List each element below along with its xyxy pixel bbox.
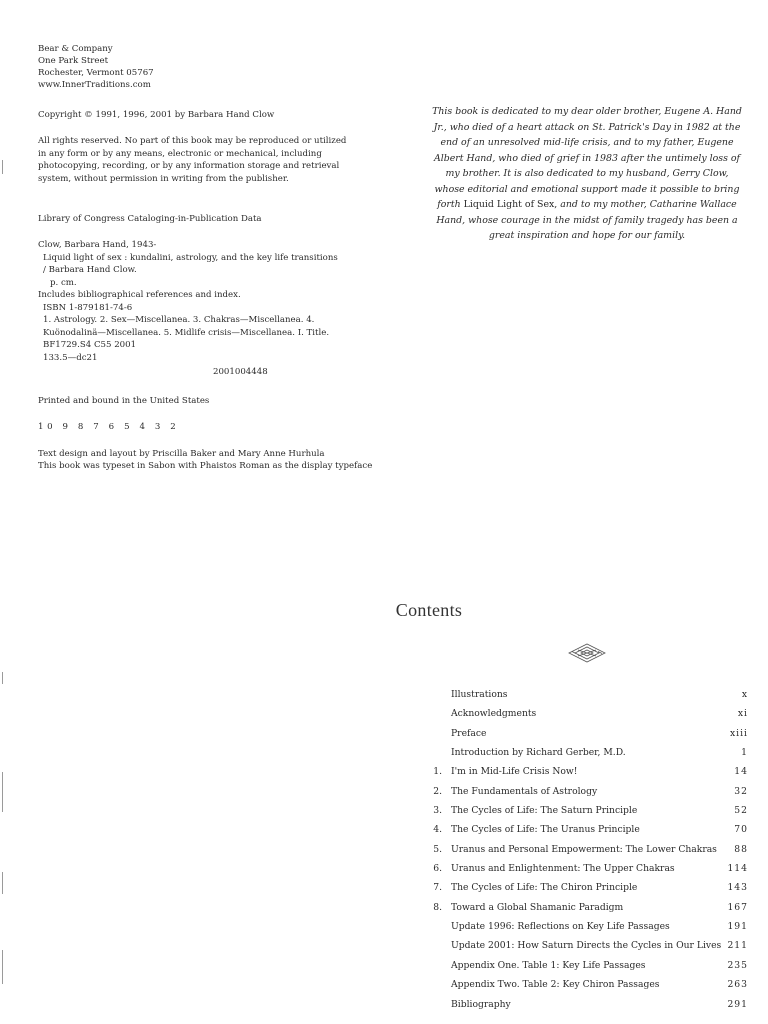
toc-title: Appendix One. Table 1: Key Life Passages <box>451 959 646 971</box>
toc-entry <box>400 841 748 860</box>
toc-page-number: 1 <box>741 747 748 759</box>
toc-page-number: 235 <box>727 959 748 971</box>
publisher-line: Bear & Company <box>38 44 113 54</box>
design-credits <box>38 448 372 472</box>
toc-chapter-number: 3. <box>433 805 442 817</box>
toc-entry <box>400 802 748 821</box>
toc-page-number: xi <box>737 708 748 720</box>
toc-title: Illustrations <box>451 689 508 700</box>
toc-title: Update 1996: Reflections on Key Life Passages <box>451 921 670 933</box>
catalog-isbn: ISBN 1-879181-74-6 <box>43 302 133 313</box>
scan-mark <box>2 672 3 684</box>
toc-title: Preface <box>451 727 487 739</box>
dedication-text: and to my mother, Catharine Wallace Hand, whose courage in the midst of family tragedy has been a great inspiration and hope for our family. <box>436 199 738 241</box>
catalog-pages: p. cm. <box>50 277 77 288</box>
toc-page-number: 211 <box>727 940 748 952</box>
toc-page-number: 191 <box>727 921 748 933</box>
toc-chapter-number: 1. <box>433 766 442 778</box>
toc-page-number: 263 <box>727 979 748 991</box>
toc-title: I'm in Mid-Life Crisis Now! <box>451 766 578 778</box>
toc-entry <box>400 744 748 763</box>
toc-title: Acknowledgments <box>451 708 537 720</box>
cip-heading: Library of Congress Cataloging-in-Publication Data <box>38 214 262 224</box>
scan-mark <box>2 772 3 812</box>
scan-mark <box>2 950 3 984</box>
catalog-lccn: 2001004448 <box>213 367 268 377</box>
copyright-notice: Copyright © 1991, 1996, 2001 by Barbara Hand Clow <box>38 110 275 120</box>
catalog-subjects: 1. Astrology. 2. Sex—Miscellanea. 3. Chakras—Miscellanea. 4. Kuönodalinä—Miscellanea. 5. Midlife crisis—Miscellanea. I. Title. <box>43 315 330 338</box>
toc-entry <box>400 899 748 918</box>
dedication-text: This book is dedicated to my dear older brother, Eugene A. Hand Jr., who died of a heart attack on St. Patrick's Day in 1982 at the end of an unresolved mid-life crisis, and to my father, Eugene Albert Hand, who died of grief in 1983 after the untimely loss of my brother. It is also dedicated to my husband, Gerry Clow, whose editorial and emotional support made it possible to bring forth <box>432 106 742 210</box>
toc-page-number: 70 <box>734 824 748 836</box>
credit-line: Text design and layout by Priscilla Baker and Mary Anne Hurhula <box>38 449 325 459</box>
toc-page-number: 88 <box>734 843 748 855</box>
publisher-address <box>38 43 154 91</box>
toc-entry <box>400 976 748 995</box>
table-of-contents <box>400 686 748 1015</box>
toc-entry <box>400 879 748 898</box>
toc-page-number: 32 <box>734 785 748 797</box>
toc-entry <box>400 937 748 956</box>
toc-page-number: xiii <box>730 727 748 739</box>
toc-chapter-number: 7. <box>433 882 442 894</box>
toc-entry <box>400 763 748 782</box>
toc-title: The Cycles of Life: The Uranus Principle <box>451 824 640 836</box>
toc-entry <box>400 996 748 1015</box>
scan-mark <box>2 160 3 174</box>
toc-entry <box>400 860 748 879</box>
toc-page-number: 167 <box>727 901 748 913</box>
toc-entry <box>400 957 748 976</box>
toc-entry <box>400 725 748 744</box>
contents-title: Contents <box>395 600 463 620</box>
toc-title: Bibliography <box>451 998 511 1010</box>
toc-chapter-number: 5. <box>433 843 442 855</box>
toc-title: Update 2001: How Saturn Directs the Cycles in Our Lives <box>451 940 722 952</box>
catalog-author: Clow, Barbara Hand, 1943- <box>38 240 157 250</box>
printed-statement: Printed and bound in the United States <box>38 396 210 406</box>
toc-page-number: 143 <box>727 882 748 894</box>
toc-page-number: 114 <box>727 863 748 875</box>
toc-page-number: 14 <box>734 766 748 778</box>
toc-page-number: 52 <box>734 805 748 817</box>
catalog-title: Liquid light of sex : kundalini, astrology, and the key life transitions / Barbara Hand Clow. <box>43 252 338 275</box>
print-line: 10 9 8 7 6 5 4 3 2 <box>38 422 180 432</box>
publisher-line: Rochester, Vermont 05767 <box>38 68 154 78</box>
credit-line: This book was typeset in Sabon with Phaistos Roman as the display typeface <box>38 461 373 471</box>
toc-entry <box>400 783 748 802</box>
toc-entry <box>400 821 748 840</box>
toc-title: Uranus and Enlightenment: The Upper Chakras <box>451 863 675 875</box>
toc-title: Toward a Global Shamanic Paradigm <box>451 901 624 913</box>
toc-page-number: x <box>741 689 748 700</box>
toc-title: The Fundamentals of Astrology <box>451 785 598 797</box>
dedication-book-title: Liquid Light of Sex, <box>463 199 558 210</box>
dedication <box>430 104 744 244</box>
toc-entry <box>400 705 748 724</box>
catalog-record <box>38 239 338 379</box>
catalog-includes: Includes bibliographical references and index. <box>38 290 241 300</box>
toc-entry <box>400 686 748 705</box>
toc-title: The Cycles of Life: The Saturn Principle <box>451 805 638 817</box>
catalog-dewey: 133.5—dc21 <box>43 352 98 363</box>
toc-chapter-number: 4. <box>433 824 442 836</box>
toc-page-number: 291 <box>727 998 748 1010</box>
toc-chapter-number: 6. <box>433 863 442 875</box>
toc-title: The Cycles of Life: The Chiron Principle <box>451 882 638 894</box>
diamond-ornament-icon <box>567 642 607 668</box>
toc-title: Appendix Two. Table 2: Key Chiron Passages <box>451 979 660 991</box>
catalog-classification: BF1729.S4 C55 2001 <box>43 340 137 350</box>
toc-chapter-number: 8. <box>433 901 442 913</box>
toc-chapter-number: 2. <box>433 785 442 797</box>
publisher-website: www.InnerTraditions.com <box>38 80 151 90</box>
scan-mark <box>2 872 3 894</box>
toc-entry <box>400 918 748 937</box>
toc-title: Introduction by Richard Gerber, M.D. <box>451 747 626 759</box>
toc-title: Uranus and Personal Empowerment: The Lower Chakras <box>451 843 717 855</box>
publisher-line: One Park Street <box>38 56 109 66</box>
rights-statement: All rights reserved. No part of this book may be reproduced or utilized in any form or by any means, electronic or mechanical, including photocopying, recording, or by any information storage and retrieval system, without permission in writing from the publisher. <box>38 136 347 184</box>
